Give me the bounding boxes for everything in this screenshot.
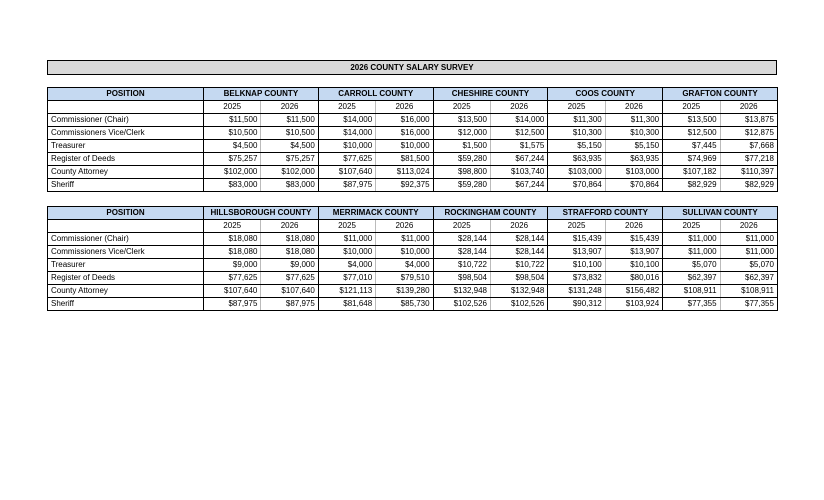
year-label: 2026 [720,220,777,233]
salary-cell: $13,907 [605,246,662,259]
salary-cell: $98,504 [433,272,490,285]
salary-cell: $10,100 [548,259,605,272]
salary-cell: $4,000 [318,259,375,272]
position-label: Sheriff [48,298,204,311]
table-row [48,127,778,140]
year-label: 2026 [605,220,662,233]
year-label: 2025 [433,101,490,114]
salary-table-2 [47,206,778,311]
salary-cell: $15,439 [548,233,605,246]
salary-cell: $87,975 [204,298,261,311]
county-header-row [48,207,778,220]
salary-cell: $77,625 [261,272,318,285]
salary-cell: $13,500 [433,114,490,127]
survey-title: 2026 COUNTY SALARY SURVEY [47,60,777,75]
table-row [48,140,778,153]
salary-cell: $11,000 [720,233,777,246]
salary-cell: $16,000 [376,127,433,140]
salary-cell: $10,300 [605,127,662,140]
salary-cell: $14,000 [490,114,547,127]
county-header: GRAFTON COUNTY [663,88,778,101]
salary-cell: $103,000 [605,166,662,179]
county-header: CHESHIRE COUNTY [433,88,548,101]
salary-cell: $132,948 [490,285,547,298]
county-header: HILLSBOROUGH COUNTY [204,207,319,220]
salary-cell: $10,500 [204,127,261,140]
year-label: 2026 [720,101,777,114]
salary-cell: $59,280 [433,153,490,166]
salary-cell: $74,969 [663,153,720,166]
year-label: 2026 [605,101,662,114]
position-blank-cell [48,220,204,233]
salary-cell: $90,312 [548,298,605,311]
position-blank-cell [48,101,204,114]
salary-cell: $77,625 [318,153,375,166]
position-header: POSITION [48,88,204,101]
salary-cell: $73,832 [548,272,605,285]
salary-cell: $10,100 [605,259,662,272]
year-label: 2025 [204,101,261,114]
salary-cell: $11,000 [663,233,720,246]
salary-cell: $156,482 [605,285,662,298]
salary-cell: $79,510 [376,272,433,285]
salary-cell: $87,975 [318,179,375,192]
salary-cell: $81,648 [318,298,375,311]
salary-cell: $102,526 [490,298,547,311]
salary-cell: $107,640 [318,166,375,179]
year-label: 2025 [318,101,375,114]
year-label: 2025 [318,220,375,233]
table-row [48,179,778,192]
county-header: COOS COUNTY [548,88,663,101]
salary-cell: $98,800 [433,166,490,179]
salary-cell: $82,929 [663,179,720,192]
salary-cell: $10,722 [490,259,547,272]
salary-cell: $70,864 [605,179,662,192]
position-label: Commissioner (Chair) [48,114,204,127]
salary-cell: $75,257 [261,153,318,166]
salary-cell: $107,640 [261,285,318,298]
salary-cell: $121,113 [318,285,375,298]
salary-cell: $18,080 [204,233,261,246]
salary-cell: $113,024 [376,166,433,179]
table-row [48,259,778,272]
position-label: Commissioners Vice/Clerk [48,246,204,259]
table-row [48,153,778,166]
year-label: 2025 [663,101,720,114]
salary-cell: $102,000 [261,166,318,179]
salary-cell: $13,875 [720,114,777,127]
salary-cell: $103,924 [605,298,662,311]
salary-cell: $107,182 [663,166,720,179]
position-header: POSITION [48,207,204,220]
year-label: 2025 [548,101,605,114]
salary-cell: $4,000 [376,259,433,272]
salary-cell: $102,526 [433,298,490,311]
salary-cell: $83,000 [204,179,261,192]
position-label: Treasurer [48,140,204,153]
year-label: 2026 [261,220,318,233]
salary-cell: $81,500 [376,153,433,166]
salary-cell: $16,000 [376,114,433,127]
salary-cell: $7,668 [720,140,777,153]
salary-cell: $77,218 [720,153,777,166]
salary-cell: $14,000 [318,114,375,127]
salary-cell: $77,625 [204,272,261,285]
salary-cell: $12,500 [490,127,547,140]
salary-cell: $139,280 [376,285,433,298]
county-header: STRAFFORD COUNTY [548,207,663,220]
position-label: County Attorney [48,166,204,179]
salary-cell: $77,355 [663,298,720,311]
salary-cell: $5,070 [663,259,720,272]
year-header-row [48,101,778,114]
salary-cell: $1,575 [490,140,547,153]
table-row [48,114,778,127]
salary-cell: $28,144 [433,233,490,246]
salary-cell: $63,935 [605,153,662,166]
county-header: CARROLL COUNTY [318,88,433,101]
salary-cell: $11,000 [663,246,720,259]
salary-cell: $11,000 [376,233,433,246]
salary-cell: $9,000 [204,259,261,272]
salary-cell: $5,070 [720,259,777,272]
year-label: 2025 [204,220,261,233]
table-row [48,298,778,311]
salary-cell: $85,730 [376,298,433,311]
salary-cell: $102,000 [204,166,261,179]
salary-cell: $107,640 [204,285,261,298]
salary-cell: $11,000 [318,233,375,246]
salary-cell: $13,500 [663,114,720,127]
salary-cell: $11,500 [204,114,261,127]
table-row [48,233,778,246]
salary-cell: $108,911 [720,285,777,298]
county-header: MERRIMACK COUNTY [318,207,433,220]
salary-cell: $11,300 [548,114,605,127]
salary-cell: $131,248 [548,285,605,298]
salary-cell: $10,500 [261,127,318,140]
salary-cell: $28,144 [490,246,547,259]
salary-cell: $70,864 [548,179,605,192]
salary-cell: $9,000 [261,259,318,272]
county-header-row [48,88,778,101]
salary-cell: $62,397 [720,272,777,285]
salary-cell: $10,000 [318,246,375,259]
salary-cell: $4,500 [204,140,261,153]
salary-cell: $77,010 [318,272,375,285]
salary-cell: $5,150 [605,140,662,153]
county-header: SULLIVAN COUNTY [663,207,778,220]
year-label: 2026 [376,101,433,114]
salary-cell: $11,000 [720,246,777,259]
salary-cell: $12,875 [720,127,777,140]
position-label: Commissioners Vice/Clerk [48,127,204,140]
salary-cell: $18,080 [204,246,261,259]
year-label: 2025 [548,220,605,233]
salary-cell: $13,907 [548,246,605,259]
table-row [48,285,778,298]
salary-cell: $59,280 [433,179,490,192]
salary-cell: $11,300 [605,114,662,127]
salary-cell: $98,504 [490,272,547,285]
salary-cell: $82,929 [720,179,777,192]
year-label: 2025 [433,220,490,233]
year-label: 2026 [376,220,433,233]
table-row [48,272,778,285]
table-row [48,166,778,179]
salary-cell: $28,144 [433,246,490,259]
salary-cell: $10,000 [376,140,433,153]
position-label: County Attorney [48,285,204,298]
position-label: Register of Deeds [48,272,204,285]
salary-cell: $103,740 [490,166,547,179]
salary-cell: $83,000 [261,179,318,192]
salary-cell: $5,150 [548,140,605,153]
salary-cell: $7,445 [663,140,720,153]
salary-cell: $12,500 [663,127,720,140]
year-label: 2026 [490,220,547,233]
salary-cell: $77,355 [720,298,777,311]
salary-cell: $132,948 [433,285,490,298]
salary-cell: $10,722 [433,259,490,272]
salary-cell: $87,975 [261,298,318,311]
county-header: BELKNAP COUNTY [204,88,319,101]
position-label: Register of Deeds [48,153,204,166]
table-row [48,246,778,259]
salary-cell: $15,439 [605,233,662,246]
salary-cell: $62,397 [663,272,720,285]
salary-cell: $103,000 [548,166,605,179]
salary-cell: $63,935 [548,153,605,166]
salary-cell: $92,375 [376,179,433,192]
salary-cell: $1,500 [433,140,490,153]
position-label: Commissioner (Chair) [48,233,204,246]
salary-cell: $28,144 [490,233,547,246]
salary-cell: $67,244 [490,179,547,192]
salary-cell: $14,000 [318,127,375,140]
year-label: 2026 [490,101,547,114]
salary-cell: $11,500 [261,114,318,127]
year-label: 2026 [261,101,318,114]
salary-cell: $10,000 [376,246,433,259]
salary-cell: $108,911 [663,285,720,298]
year-label: 2025 [663,220,720,233]
salary-cell: $12,000 [433,127,490,140]
salary-cell: $18,080 [261,246,318,259]
salary-cell: $10,300 [548,127,605,140]
position-label: Sheriff [48,179,204,192]
salary-cell: $18,080 [261,233,318,246]
county-header: ROCKINGHAM COUNTY [433,207,548,220]
salary-cell: $10,000 [318,140,375,153]
salary-cell: $80,016 [605,272,662,285]
salary-table-1 [47,87,778,192]
salary-cell: $110,397 [720,166,777,179]
position-label: Treasurer [48,259,204,272]
year-header-row [48,220,778,233]
salary-cell: $67,244 [490,153,547,166]
salary-cell: $4,500 [261,140,318,153]
salary-cell: $75,257 [204,153,261,166]
